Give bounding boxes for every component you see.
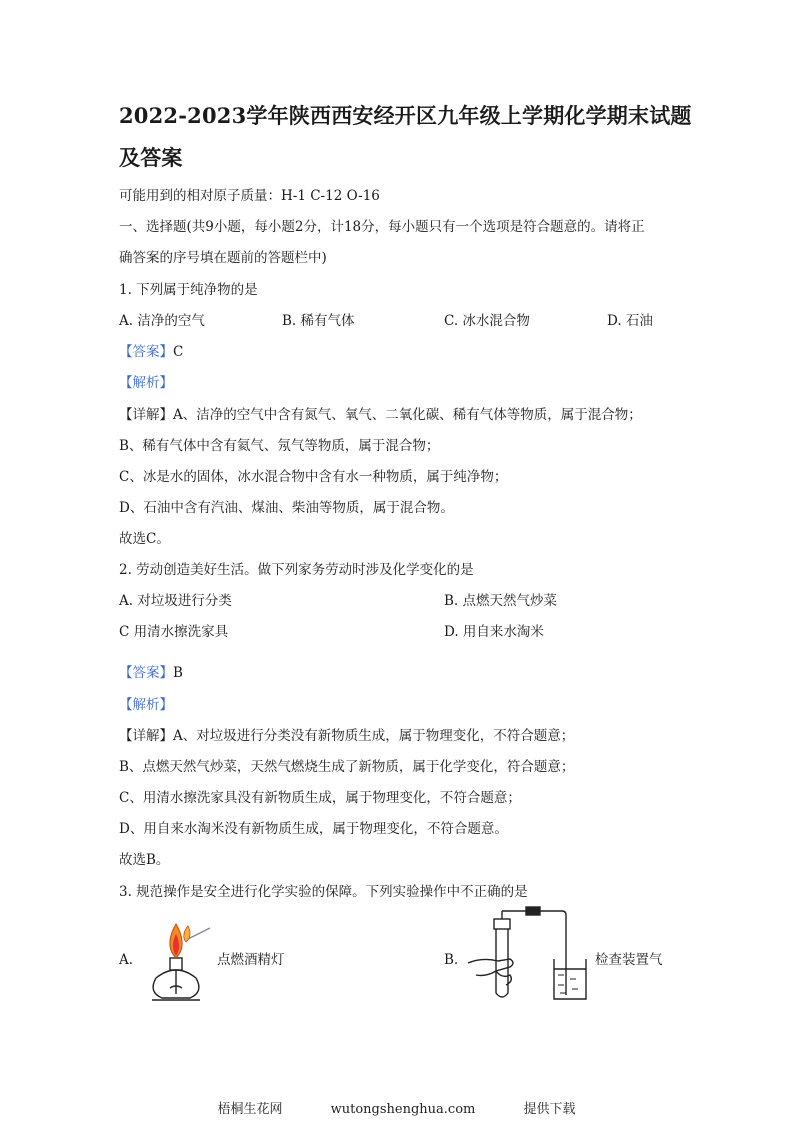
q1-answer-tag: 【答案】 — [119, 344, 173, 360]
q1-answer-value: C — [173, 344, 184, 360]
q3-option-a-letter: A. — [119, 952, 134, 968]
q3-option-b-caption: 检查装置气 — [595, 952, 663, 968]
q2-answer-value: B — [173, 665, 183, 681]
q3-stem: 3. 规范操作是安全进行化学实验的保障。下列实验操作中不正确的是 — [119, 884, 528, 900]
page-footer — [0, 1098, 793, 1117]
q1-option-a: A. 洁净的空气 — [119, 313, 205, 329]
document-title-line1: 2022-2023学年陕西西安经开区九年级上学期化学期末试题 — [119, 103, 692, 128]
q2-detail-line4: D、用自来水淘米没有新物质生成，属于物理变化，不符合题意。 — [119, 821, 508, 837]
airtightness-check-illustration — [466, 905, 594, 1005]
q1-option-d: D. 石油 — [607, 313, 653, 329]
q2-conclusion: 故选B。 — [119, 852, 170, 868]
footer-download-note: 提供下载 — [523, 1102, 576, 1117]
footer-site-url[interactable]: wutongshenghua.com — [330, 1102, 476, 1117]
q2-option-d: D. 用自来水淘米 — [444, 624, 544, 640]
q2-stem: 2. 劳动创造美好生活。做下列家务劳动时涉及化学变化的是 — [119, 562, 474, 578]
section-instruction-line2: 确答案的序号填在题前的答题栏中) — [119, 250, 327, 266]
q3-option-b-letter: B. — [444, 952, 459, 968]
q1-detail-text1: A、洁净的空气中含有氮气、氧气、二氧化碳、稀有气体等物质，属于混合物； — [173, 407, 642, 423]
atomic-mass-note: 可能用到的相对原子质量：H-1 C-12 O-16 — [119, 188, 380, 204]
q2-detail-line2: B、点燃天然气炒菜，天然气燃烧生成了新物质，属于化学变化，符合题意； — [119, 759, 575, 775]
q1-option-c: C. 冰水混合物 — [444, 313, 530, 329]
q1-analysis-tag: 【解析】 — [119, 375, 173, 391]
document-title-line2: 及答案 — [119, 145, 183, 170]
q1-detail-line2: B、稀有气体中含有氦气、氖气等物质，属于混合物； — [119, 438, 440, 454]
q3-option-a-caption: 点燃酒精灯 — [217, 952, 285, 968]
q2-answer — [119, 663, 183, 683]
q2-detail-text1: A、对垃圾进行分类没有新物质生成，属于物理变化，不符合题意； — [173, 728, 575, 744]
section-instruction-line1: 一、选择题(共9小题，每小题2分，计18分，每小题只有一个选项是符合题意的。请将正 — [119, 219, 645, 235]
q2-option-b: B. 点燃天然气炒菜 — [444, 593, 558, 609]
q2-answer-tag: 【答案】 — [119, 665, 173, 681]
q2-detail-line1 — [119, 726, 574, 746]
q2-option-a: A. 对垃圾进行分类 — [119, 593, 232, 609]
q2-analysis-tag: 【解析】 — [119, 697, 173, 713]
q1-detail-line1 — [119, 405, 642, 425]
q2-detail-line3: C、用清水擦洗家具没有新物质生成，属于物理变化，不符合题意； — [119, 790, 521, 806]
q1-conclusion: 故选C。 — [119, 531, 170, 547]
alcohol-lamp-illustration — [142, 918, 214, 1004]
q2-option-c: C 用清水擦洗家具 — [119, 624, 229, 640]
q1-detail-tag: 【详解】 — [119, 407, 173, 423]
q1-answer — [119, 342, 183, 362]
q1-option-b: B. 稀有气体 — [282, 313, 355, 329]
q1-stem: 1. 下列属于纯净物的是 — [119, 282, 258, 298]
q2-detail-tag: 【详解】 — [119, 728, 173, 744]
q1-detail-line4: D、石油中含有汽油、煤油、柴油等物质，属于混合物。 — [119, 500, 454, 516]
q1-detail-line3: C、冰是水的固体，冰水混合物中含有水一种物质，属于纯净物； — [119, 469, 508, 485]
footer-site-name: 梧桐生花网 — [217, 1102, 283, 1117]
